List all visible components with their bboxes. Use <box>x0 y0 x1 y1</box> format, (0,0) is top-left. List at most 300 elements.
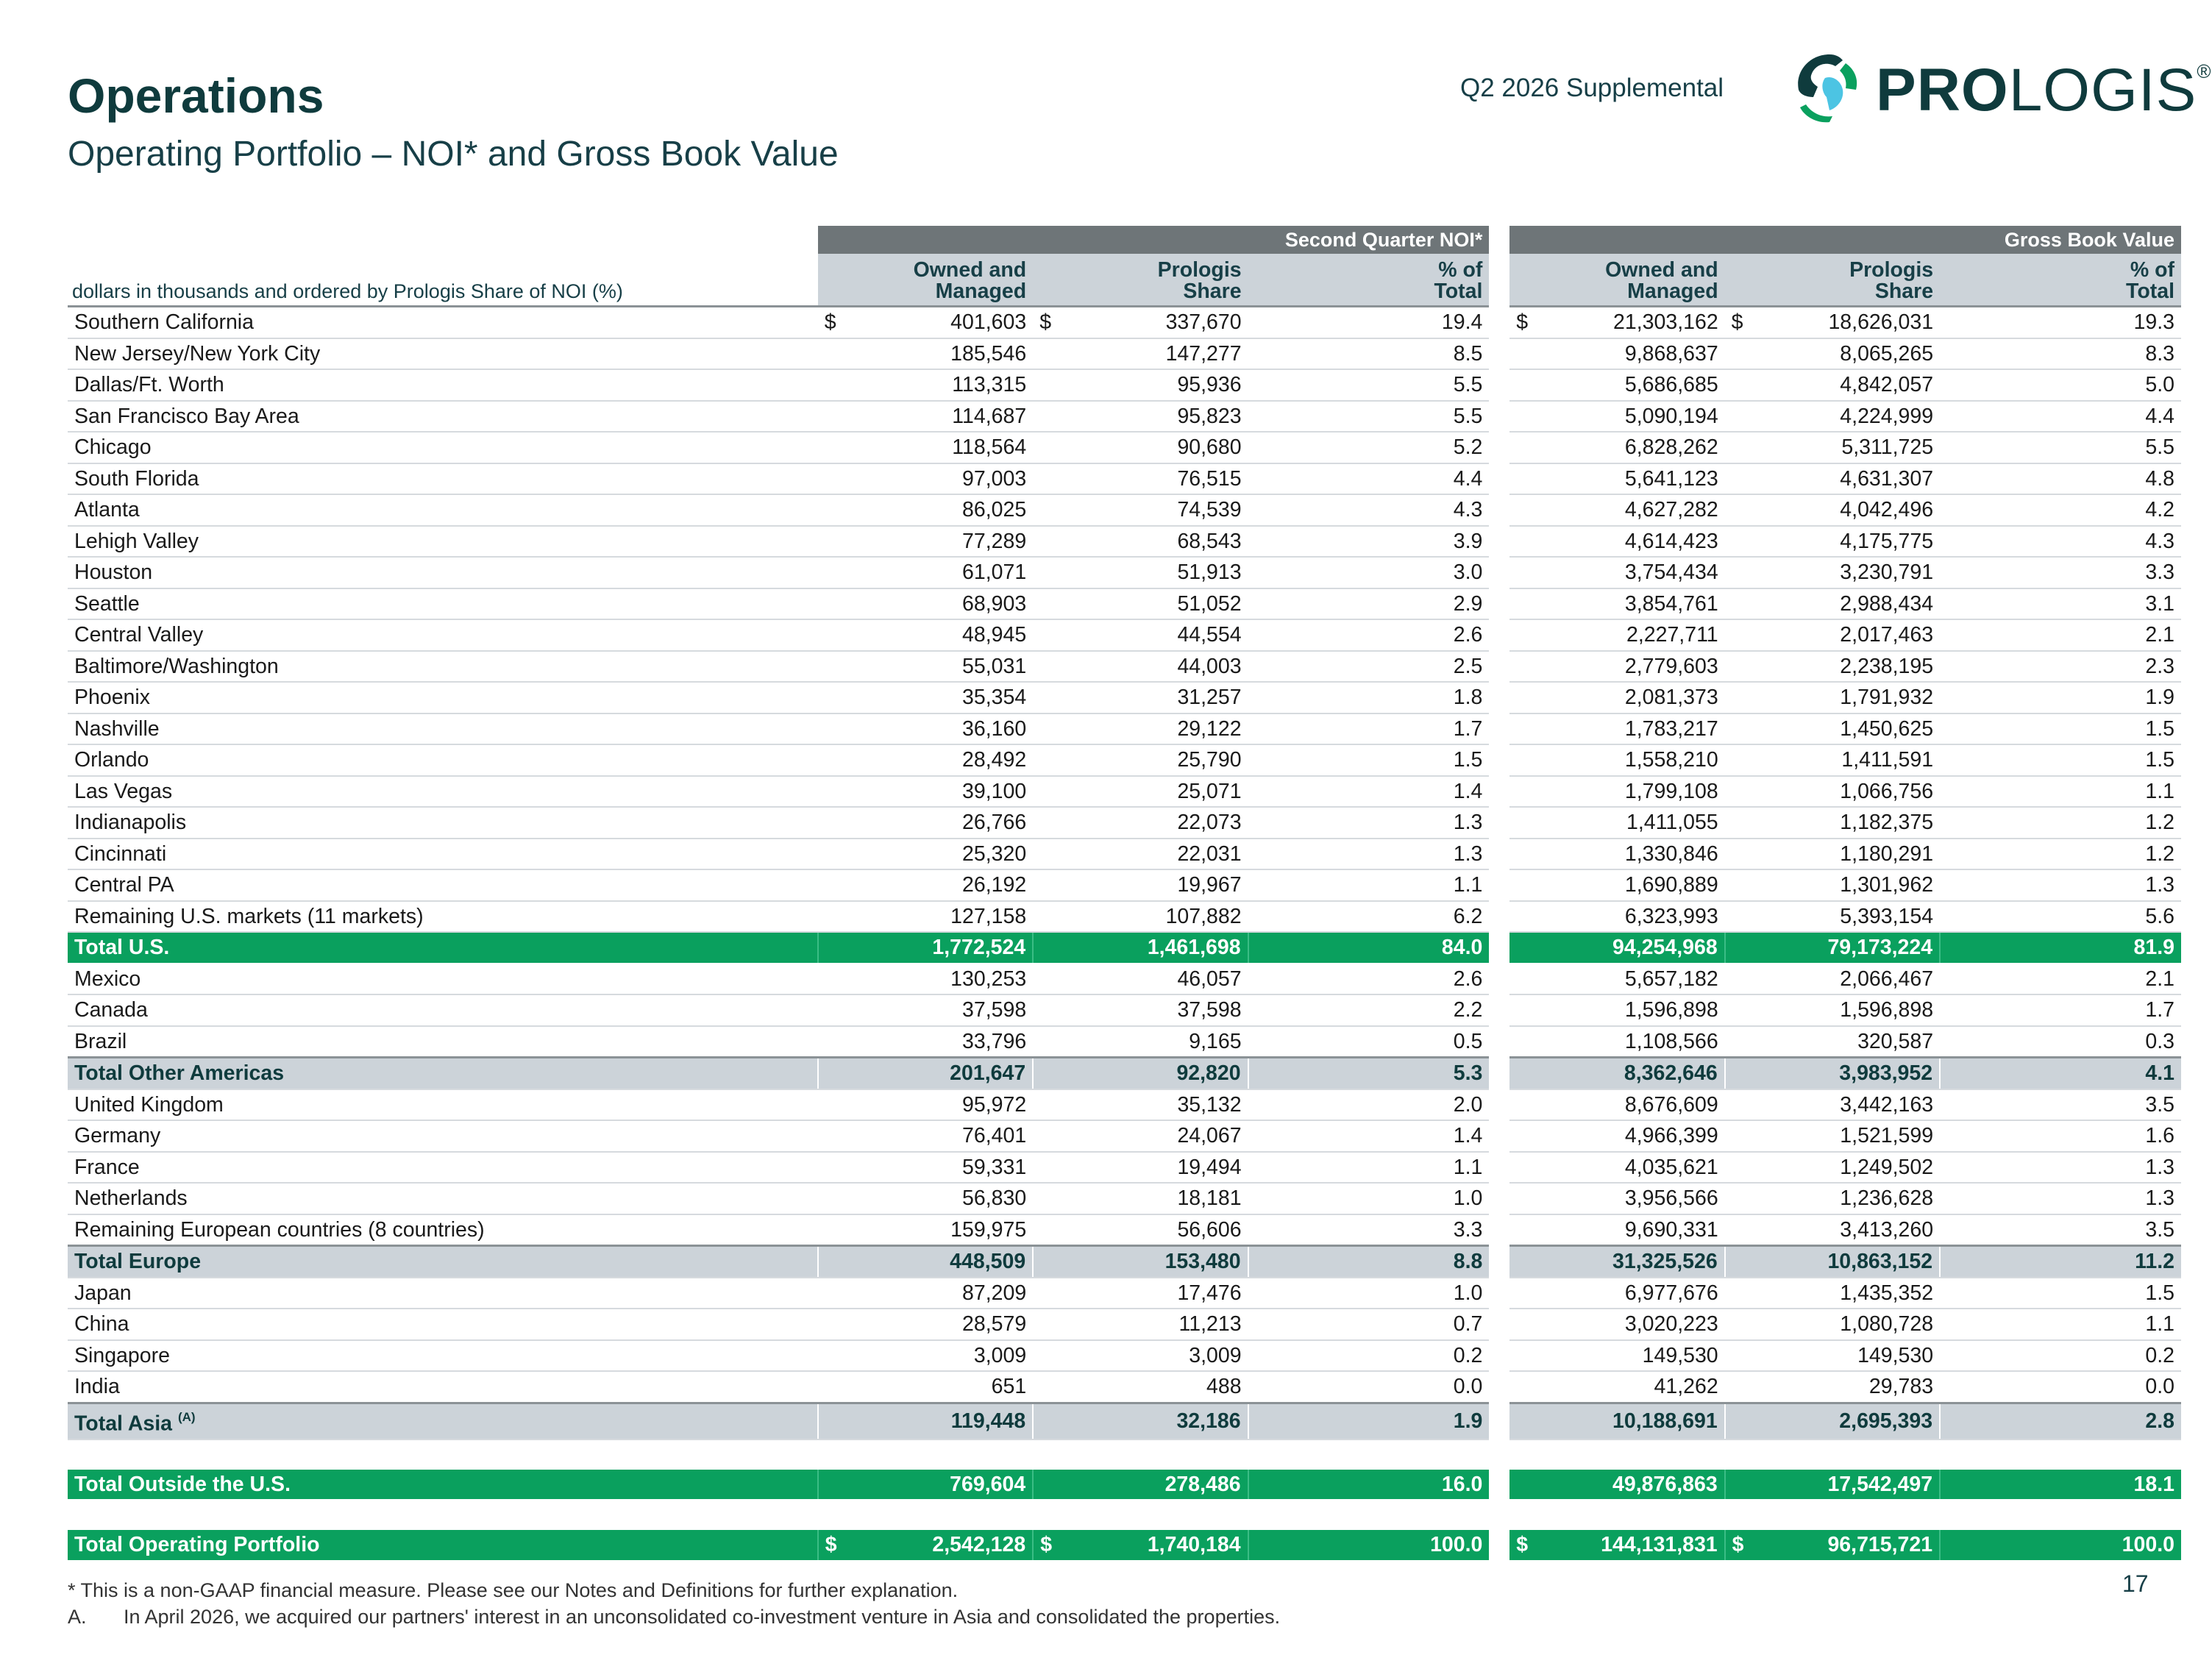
gbv-owned-managed-cell: 1,783,217 <box>1541 713 1725 745</box>
header-line: Prologis <box>1157 258 1242 282</box>
gbv-pct-total-cell: 1.5 <box>1940 744 2181 776</box>
gbv-prologis-share-cell: 18,626,031 <box>1757 307 1941 338</box>
gbv-owned-managed-cell: 4,614,423 <box>1541 526 1725 558</box>
dollar-sign: $ <box>1731 310 1743 334</box>
gbv-prologis-share-cell: 29,783 <box>1757 1371 1941 1403</box>
table-row <box>68 588 2181 620</box>
gbv-owned-managed-cell: 8,676,609 <box>1541 1089 1725 1121</box>
currency-cell <box>1509 1089 1541 1121</box>
row-label <box>68 682 818 713</box>
page-number: 17 <box>2122 1570 2149 1597</box>
column-gap <box>1489 494 1509 526</box>
row-label <box>68 369 818 401</box>
row-label <box>68 744 818 776</box>
header-line: Share <box>1874 280 1934 303</box>
noi-owned-managed-cell: 28,579 <box>850 1309 1034 1340</box>
gbv-owned-managed-cell: 6,323,993 <box>1541 901 1725 933</box>
row-label <box>68 557 818 588</box>
gbv-prologis-share-cell: 1,236,628 <box>1757 1183 1941 1214</box>
row-name: Remaining U.S. markets (11 markets) <box>74 904 424 928</box>
noi-owned-managed-cell: 114,687 <box>850 401 1034 433</box>
row-label <box>68 1120 818 1152</box>
noi-prologis-share-cell: 18,181 <box>1064 1183 1248 1214</box>
currency-cell <box>1509 869 1541 901</box>
noi-prologis-share-cell: 35,132 <box>1064 1089 1248 1121</box>
gbv-owned-managed-cell: 5,641,123 <box>1541 463 1725 495</box>
footnote-non-gaap: * This is a non-GAAP financial measure. Please see our Notes and Definitions for further explanation. <box>68 1579 959 1601</box>
currency-cell <box>1509 588 1541 620</box>
noi-owned-managed-cell: 1,772,524 <box>850 932 1034 964</box>
currency-cell <box>1725 526 1757 558</box>
total-row <box>68 1246 2181 1278</box>
table-row <box>68 369 2181 401</box>
noi-owned-managed-cell: 59,331 <box>850 1152 1034 1184</box>
gbv-prologis-share-cell: 1,182,375 <box>1757 807 1941 839</box>
column-gap <box>1489 401 1509 433</box>
noi-prologis-share-cell: 3,009 <box>1064 1340 1248 1372</box>
row-label <box>68 494 818 526</box>
currency-cell <box>818 1089 850 1121</box>
currency-cell <box>818 1152 850 1184</box>
table-row <box>68 338 2181 370</box>
row-name: Seattle <box>74 591 140 616</box>
table-row <box>68 776 2181 808</box>
gbv-owned-managed-cell: 3,754,434 <box>1541 557 1725 588</box>
gbv-pct-total-header <box>1940 254 2181 307</box>
noi-pct-total-cell: 0.7 <box>1248 1309 1490 1340</box>
currency-cell <box>1033 1470 1064 1501</box>
noi-owned-managed-cell: 651 <box>850 1371 1034 1403</box>
gbv-pct-total-cell: 3.5 <box>1940 1089 2181 1121</box>
row-name: San Francisco Bay Area <box>74 404 299 428</box>
currency-cell <box>1033 1309 1064 1340</box>
currency-cell <box>1725 869 1757 901</box>
currency-cell <box>1509 1246 1541 1278</box>
noi-owned-managed-cell: 97,003 <box>850 463 1034 495</box>
noi-owned-managed-cell: 36,160 <box>850 713 1034 745</box>
row-name: France <box>74 1155 140 1179</box>
currency-cell <box>1509 744 1541 776</box>
noi-pct-total-cell: 5.5 <box>1248 369 1490 401</box>
gbv-owned-managed-cell: 1,558,210 <box>1541 744 1725 776</box>
gbv-prologis-share-cell: 3,442,163 <box>1757 1089 1941 1121</box>
total-row <box>68 1530 2181 1561</box>
header-line: Total <box>2126 280 2174 303</box>
noi-prologis-share-cell: 32,186 <box>1064 1403 1248 1439</box>
currency-cell <box>1725 1278 1757 1309</box>
currency-cell <box>818 1403 850 1439</box>
gbv-prologis-share-cell: 1,435,352 <box>1757 1278 1941 1309</box>
column-gap <box>1489 964 1509 995</box>
noi-owned-managed-cell: 35,354 <box>850 682 1034 713</box>
table-row <box>68 526 2181 558</box>
gbv-owned-managed-cell: 5,090,194 <box>1541 401 1725 433</box>
table-row <box>68 494 2181 526</box>
table-row <box>68 1309 2181 1340</box>
currency-cell <box>1509 1309 1541 1340</box>
table-row <box>68 651 2181 683</box>
currency-cell <box>1725 932 1757 964</box>
currency-cell <box>1725 1026 1757 1058</box>
row-name: Total Asia <box>74 1412 173 1435</box>
noi-pct-total-cell: 1.4 <box>1248 1120 1490 1152</box>
row-name: Total Europe <box>74 1250 202 1273</box>
noi-prologis-share-cell: 44,554 <box>1064 619 1248 651</box>
column-gap <box>1489 369 1509 401</box>
currency-cell <box>1725 1089 1757 1121</box>
gbv-owned-managed-cell: 1,108,566 <box>1541 1026 1725 1058</box>
gbv-pct-total-cell: 2.1 <box>1940 964 2181 995</box>
currency-cell <box>1725 1120 1757 1152</box>
noi-prologis-share-cell: 56,606 <box>1064 1214 1248 1246</box>
currency-cell <box>1033 369 1064 401</box>
header-line: Prologis <box>1849 258 1934 282</box>
column-gap <box>1489 713 1509 745</box>
currency-cell <box>1725 1183 1757 1214</box>
currency-cell <box>1725 964 1757 995</box>
dollar-sign: $ <box>1516 310 1529 334</box>
gbv-owned-managed-cell: 3,956,566 <box>1541 1183 1725 1214</box>
gbv-pct-total-cell: 1.2 <box>1940 807 2181 839</box>
noi-prologis-share-cell: 1,740,184 <box>1064 1530 1248 1561</box>
gbv-pct-total-cell: 4.1 <box>1940 1058 2181 1089</box>
row-name: Orlando <box>74 748 149 772</box>
row-label <box>68 1340 818 1372</box>
column-gap <box>1489 526 1509 558</box>
currency-cell <box>1509 1214 1541 1246</box>
gbv-pct-total-cell: 0.0 <box>1940 1371 2181 1403</box>
currency-cell <box>818 557 850 588</box>
dollar-sign: $ <box>1732 1533 1744 1556</box>
row-label <box>68 463 818 495</box>
gbv-prologis-share-cell: 4,175,775 <box>1757 526 1941 558</box>
currency-cell <box>818 1278 850 1309</box>
gbv-prologis-share-cell: 2,695,393 <box>1757 1403 1941 1439</box>
noi-pct-total-cell: 2.2 <box>1248 994 1490 1026</box>
currency-cell <box>1725 994 1757 1026</box>
currency-cell <box>818 994 850 1026</box>
prologis-logo <box>1784 46 2212 127</box>
row-name: Southern California <box>74 310 254 334</box>
row-label <box>68 994 818 1026</box>
gbv-pct-total-cell: 5.6 <box>1940 901 2181 933</box>
noi-owned-managed-cell: 26,192 <box>850 869 1034 901</box>
noi-prologis-share-cell: 19,967 <box>1064 869 1248 901</box>
gbv-pct-total-cell: 4.8 <box>1940 463 2181 495</box>
gbv-pct-total-cell: 5.5 <box>1940 432 2181 463</box>
noi-pct-total-cell: 2.0 <box>1248 1089 1490 1121</box>
gbv-prologis-share-cell: 1,249,502 <box>1757 1152 1941 1184</box>
currency-cell <box>1509 1403 1541 1439</box>
currency-cell <box>1033 1120 1064 1152</box>
currency-cell <box>1033 1214 1064 1246</box>
band-gross-book-value: Gross Book Value <box>1509 226 2181 254</box>
noi-owned-managed-cell: 76,401 <box>850 1120 1034 1152</box>
noi-pct-total-cell: 16.0 <box>1248 1470 1490 1501</box>
gbv-pct-total-cell: 3.1 <box>1940 588 2181 620</box>
currency-cell <box>1725 1371 1757 1403</box>
noi-pct-total-cell: 1.0 <box>1248 1278 1490 1309</box>
currency-cell <box>818 901 850 933</box>
noi-owned-managed-cell: 3,009 <box>850 1340 1034 1372</box>
page-title: Operations <box>68 68 324 123</box>
gbv-owned-managed-cell: 8,362,646 <box>1541 1058 1725 1089</box>
currency-cell <box>1509 401 1541 433</box>
currency-cell <box>818 338 850 370</box>
noi-prologis-share-cell: 488 <box>1064 1371 1248 1403</box>
row-label <box>68 1309 818 1340</box>
currency-cell <box>1509 526 1541 558</box>
row-name: United Kingdom <box>74 1092 224 1117</box>
table-row <box>68 1026 2181 1058</box>
noi-owned-managed-cell: 55,031 <box>850 651 1034 683</box>
noi-prologis-share-cell: 147,277 <box>1064 338 1248 370</box>
currency-cell <box>1509 964 1541 995</box>
table-row <box>68 1340 2181 1372</box>
row-label <box>68 713 818 745</box>
currency-cell <box>1033 1340 1064 1372</box>
row-name: Lehigh Valley <box>74 529 199 553</box>
column-gap <box>1489 307 1509 338</box>
noi-owned-managed-cell: 2,542,128 <box>850 1530 1034 1561</box>
currency-cell <box>1509 369 1541 401</box>
gbv-prologis-share-cell: 79,173,224 <box>1757 932 1941 964</box>
row-label <box>68 1183 818 1214</box>
currency-cell <box>1509 713 1541 745</box>
noi-prologis-share-cell: 92,820 <box>1064 1058 1248 1089</box>
noi-prologis-share-cell: 25,790 <box>1064 744 1248 776</box>
label-column-header: dollars in thousands and ordered by Prologis Share of NOI (%) <box>68 254 818 307</box>
gbv-prologis-share-cell: 4,224,999 <box>1757 401 1941 433</box>
noi-pct-total-cell: 0.5 <box>1248 1026 1490 1058</box>
row-label <box>68 1403 818 1439</box>
table-row <box>68 839 2181 870</box>
noi-owned-managed-cell: 401,603 <box>850 307 1034 338</box>
currency-cell <box>1033 1371 1064 1403</box>
gbv-pct-total-cell: 81.9 <box>1940 932 2181 964</box>
noi-prologis-share-cell: 31,257 <box>1064 682 1248 713</box>
row-label <box>68 964 818 995</box>
noi-prologis-share-cell: 22,031 <box>1064 839 1248 870</box>
gbv-owned-managed-cell: 5,686,685 <box>1541 369 1725 401</box>
noi-pct-total-cell: 4.3 <box>1248 494 1490 526</box>
noi-owned-managed-cell: 159,975 <box>850 1214 1034 1246</box>
currency-cell <box>1033 463 1064 495</box>
noi-owned-managed-cell: 118,564 <box>850 432 1034 463</box>
gbv-owned-managed-cell: 21,303,162 <box>1541 307 1725 338</box>
gbv-pct-total-cell: 1.6 <box>1940 1120 2181 1152</box>
row-label <box>68 932 818 964</box>
gbv-owned-managed-cell: 6,977,676 <box>1541 1278 1725 1309</box>
column-gap <box>1489 619 1509 651</box>
column-gap <box>1489 1214 1509 1246</box>
row-name: Total Outside the U.S. <box>74 1472 291 1496</box>
gbv-pct-total-cell: 2.3 <box>1940 651 2181 683</box>
currency-cell <box>1725 682 1757 713</box>
currency-cell <box>818 1530 850 1561</box>
row-name: Remaining European countries (8 countries) <box>74 1217 485 1242</box>
row-label <box>68 1371 818 1403</box>
logo-registered-mark: ® <box>2197 60 2212 82</box>
gbv-pct-total-cell: 2.1 <box>1940 619 2181 651</box>
noi-pct-total-cell: 1.3 <box>1248 807 1490 839</box>
gbv-pct-total-cell: 1.3 <box>1940 1183 2181 1214</box>
noi-owned-managed-cell: 26,766 <box>850 807 1034 839</box>
table-row <box>68 1214 2181 1246</box>
noi-prologis-share-cell: 9,165 <box>1064 1026 1248 1058</box>
gbv-prologis-share-cell: 1,450,625 <box>1757 713 1941 745</box>
noi-pct-total-cell: 8.8 <box>1248 1246 1490 1278</box>
noi-prologis-share-cell: 1,461,698 <box>1064 932 1248 964</box>
noi-owned-managed-cell: 127,158 <box>850 901 1034 933</box>
noi-prologis-share-cell: 29,122 <box>1064 713 1248 745</box>
table-row <box>68 901 2181 933</box>
noi-pct-total-cell: 2.9 <box>1248 588 1490 620</box>
table-row <box>68 1089 2181 1121</box>
header-line: Owned and <box>1605 258 1718 282</box>
row-name: Dallas/Ft. Worth <box>74 373 224 396</box>
noi-pct-total-cell: 5.3 <box>1248 1058 1490 1089</box>
currency-cell <box>1725 619 1757 651</box>
noi-pct-total-cell: 5.2 <box>1248 432 1490 463</box>
gbv-pct-total-cell: 5.0 <box>1940 369 2181 401</box>
row-label <box>68 869 818 901</box>
noi-owned-managed-cell: 37,598 <box>850 994 1034 1026</box>
noi-pct-total-cell: 100.0 <box>1248 1530 1490 1561</box>
currency-cell <box>1033 557 1064 588</box>
gbv-pct-total-cell: 18.1 <box>1940 1470 2181 1501</box>
table-row <box>68 1152 2181 1184</box>
noi-prologis-share-cell: 11,213 <box>1064 1309 1248 1340</box>
table-row <box>68 744 2181 776</box>
currency-cell <box>1509 932 1541 964</box>
gbv-owned-managed-header <box>1509 254 1724 307</box>
gbv-prologis-share-cell: 5,393,154 <box>1757 901 1941 933</box>
header-line: Total <box>1434 280 1483 303</box>
currency-cell <box>818 651 850 683</box>
currency-cell <box>1725 1530 1757 1561</box>
currency-cell <box>818 1026 850 1058</box>
noi-pct-total-cell: 1.5 <box>1248 744 1490 776</box>
currency-cell <box>818 307 850 338</box>
column-gap <box>1489 1183 1509 1214</box>
gbv-prologis-share-cell: 3,983,952 <box>1757 1058 1941 1089</box>
noi-owned-managed-cell: 68,903 <box>850 588 1034 620</box>
currency-cell <box>1725 494 1757 526</box>
gbv-owned-managed-cell: 149,530 <box>1541 1340 1725 1372</box>
noi-owned-managed-cell: 28,492 <box>850 744 1034 776</box>
currency-cell <box>1033 1403 1064 1439</box>
row-name: Chicago <box>74 435 152 459</box>
currency-cell <box>1725 307 1757 338</box>
currency-cell <box>1725 1470 1757 1501</box>
currency-cell <box>1033 307 1064 338</box>
noi-owned-managed-cell: 39,100 <box>850 776 1034 808</box>
noi-pct-total-cell: 3.3 <box>1248 1214 1490 1246</box>
currency-cell <box>818 619 850 651</box>
currency-cell <box>1725 1340 1757 1372</box>
row-name: Houston <box>74 560 153 584</box>
noi-owned-managed-cell: 33,796 <box>850 1026 1034 1058</box>
row-name: Nashville <box>74 716 160 741</box>
currency-cell <box>1509 1470 1541 1501</box>
currency-cell <box>1033 713 1064 745</box>
gbv-prologis-share-cell: 1,521,599 <box>1757 1120 1941 1152</box>
currency-cell <box>1509 619 1541 651</box>
dollar-sign: $ <box>1516 1533 1529 1556</box>
currency-cell <box>1725 807 1757 839</box>
column-gap <box>1489 682 1509 713</box>
column-gap <box>1489 338 1509 370</box>
column-gap <box>1489 432 1509 463</box>
row-label <box>68 1246 818 1278</box>
row-name: Canada <box>74 998 148 1022</box>
noi-owned-managed-cell: 769,604 <box>850 1470 1034 1501</box>
column-gap <box>1489 932 1509 964</box>
gbv-prologis-share-cell: 1,596,898 <box>1757 994 1941 1026</box>
row-label <box>68 839 818 870</box>
currency-cell <box>1725 588 1757 620</box>
currency-cell <box>1033 1152 1064 1184</box>
noi-pct-total-cell: 1.0 <box>1248 1183 1490 1214</box>
row-label <box>68 901 818 933</box>
page-subtitle: Operating Portfolio – NOI* and Gross Book Value <box>68 135 839 174</box>
currency-cell <box>818 1470 850 1501</box>
table-row <box>68 1183 2181 1214</box>
gbv-prologis-share-cell: 10,863,152 <box>1757 1246 1941 1278</box>
noi-pct-total-cell: 4.4 <box>1248 463 1490 495</box>
dollar-sign: $ <box>1039 310 1052 334</box>
gbv-pct-total-cell: 1.3 <box>1940 869 2181 901</box>
currency-cell <box>818 432 850 463</box>
currency-cell <box>818 744 850 776</box>
currency-cell <box>818 682 850 713</box>
currency-cell <box>1509 1152 1541 1184</box>
currency-cell <box>1033 776 1064 808</box>
noi-owned-managed-cell: 48,945 <box>850 619 1034 651</box>
table-row <box>68 557 2181 588</box>
header-line: Share <box>1183 280 1242 303</box>
row-name: Cincinnati <box>74 841 167 866</box>
gbv-prologis-share-cell: 1,411,591 <box>1757 744 1941 776</box>
column-gap <box>1489 1371 1509 1403</box>
gbv-prologis-share-cell: 2,066,467 <box>1757 964 1941 995</box>
column-gap <box>1489 651 1509 683</box>
currency-cell <box>818 1371 850 1403</box>
table-row <box>68 682 2181 713</box>
row-name: India <box>74 1375 120 1398</box>
dollar-sign: $ <box>825 1533 837 1556</box>
noi-pct-total-cell: 3.0 <box>1248 557 1490 588</box>
noi-pct-total-cell: 19.4 <box>1248 307 1490 338</box>
noi-prologis-share-cell: 337,670 <box>1064 307 1248 338</box>
currency-cell <box>818 1183 850 1214</box>
currency-cell <box>818 1246 850 1278</box>
noi-pct-total-cell: 5.5 <box>1248 401 1490 433</box>
spacer-row <box>68 1439 2181 1470</box>
currency-cell <box>1033 338 1064 370</box>
currency-cell <box>1509 1026 1541 1058</box>
currency-cell <box>1509 307 1541 338</box>
gbv-pct-total-cell: 0.3 <box>1940 1026 2181 1058</box>
table-row <box>68 463 2181 495</box>
noi-pct-total-cell: 84.0 <box>1248 932 1490 964</box>
noi-owned-managed-cell: 61,071 <box>850 557 1034 588</box>
gbv-owned-managed-cell: 9,868,637 <box>1541 338 1725 370</box>
column-gap <box>1489 463 1509 495</box>
gbv-owned-managed-cell: 4,966,399 <box>1541 1120 1725 1152</box>
operations-table <box>68 226 2181 1562</box>
